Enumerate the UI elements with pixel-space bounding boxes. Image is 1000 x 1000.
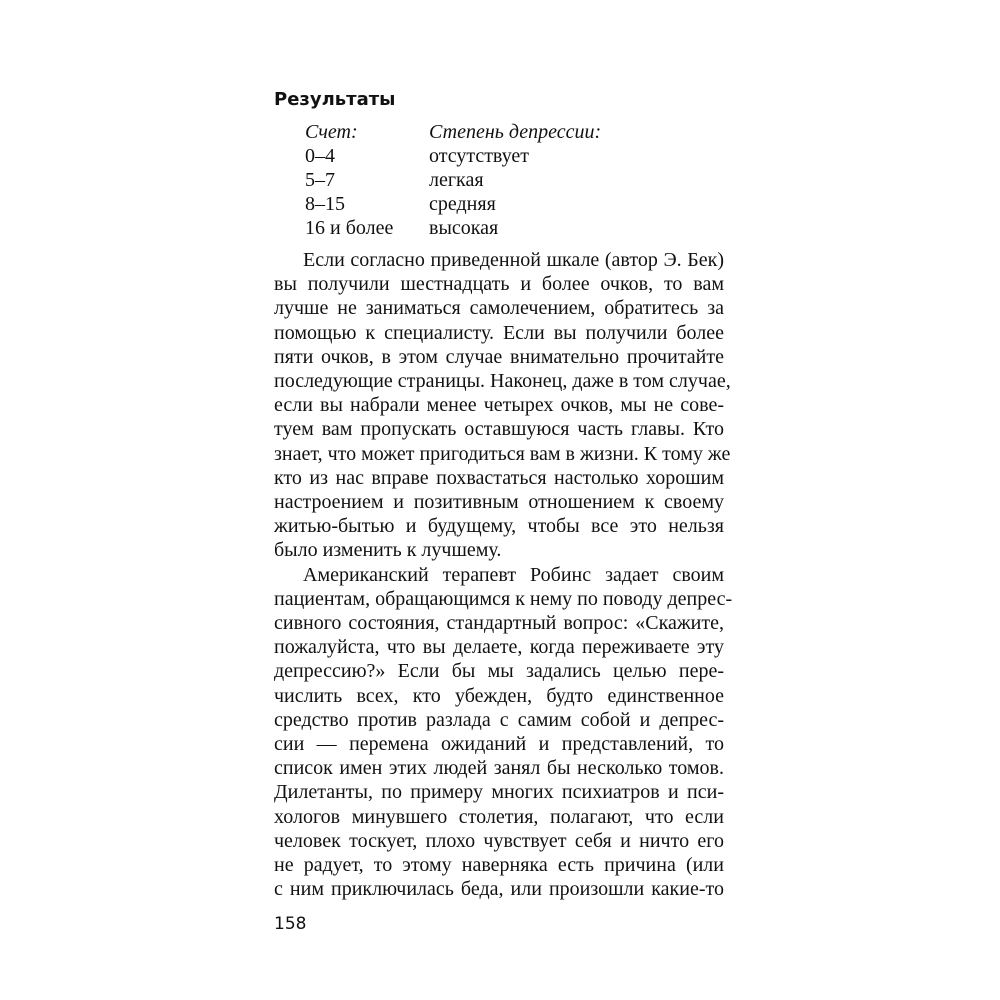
- score-table-row: [305, 216, 601, 240]
- score-table-header: [305, 120, 601, 144]
- text-line: Если согласно приведенной шкале (автор Э. Бек): [303, 249, 724, 271]
- page-number: 158: [274, 914, 307, 934]
- text-line: Дилетанты, по примеру многих психиатров и пси-: [274, 781, 724, 804]
- score-cell: 5–7: [305, 169, 335, 191]
- score-table: [305, 120, 601, 240]
- body-text: [274, 248, 733, 901]
- text-line: последующие страницы. Наконец, даже в том случае,: [274, 370, 731, 393]
- degree-cell: средняя: [429, 193, 496, 215]
- score-cell: 8–15: [305, 193, 345, 215]
- text-line: лучше не заниматься самолечением, обратитесь за: [274, 297, 724, 320]
- text-line: числить всех, кто убежден, будто единственное: [274, 684, 724, 707]
- text-line: если вы набрали менее четырех очков, мы не сове-: [274, 394, 724, 417]
- text-line: сии — перемена ожиданий и представлений, то: [274, 733, 724, 756]
- text-line: пяти очков, в этом случае внимательно прочитайте: [274, 345, 724, 368]
- paragraph-2: [274, 563, 733, 902]
- text-line: средство против разлада с самим собой и депрес-: [274, 708, 724, 731]
- score-table-row: [305, 168, 601, 192]
- score-cell: 0–4: [305, 145, 335, 167]
- text-line: кто из нас вправе похвастаться настолько хорошим: [274, 466, 724, 489]
- score-table-row: [305, 192, 601, 216]
- text-line: человек тоскует, плохо чувствует себя и ничто его: [274, 829, 724, 852]
- degree-cell: отсутствует: [429, 145, 530, 167]
- text-line: туем вам пропускать оставшуюся часть главы. Кто: [274, 418, 724, 441]
- text-line: настроением и позитивным отношением к своему: [274, 491, 724, 514]
- text-line: помощью к специалисту. Если вы получили более: [274, 321, 724, 344]
- text-line: Американский терапевт Робинс задает своим: [303, 563, 724, 586]
- text-line: знает, что может пригодиться вам в жизни. К тому же: [274, 442, 731, 465]
- text-line: пожалуйста, что вы делаете, когда переживаете эту: [274, 636, 724, 659]
- text-line: хологов минувшего столетия, полагают, что если: [274, 805, 724, 828]
- text-line: пациентам, обращающимся к нему по поводу депрес-: [274, 587, 733, 610]
- text-line: депрессию?» Если бы мы задались целью пере-: [274, 660, 724, 683]
- score-cell: 16 и более: [305, 217, 394, 239]
- degree-cell: высокая: [429, 217, 499, 239]
- paragraph-1: [274, 248, 731, 563]
- section-heading: Результаты: [274, 89, 396, 110]
- text-line: список имен этих людей занял бы несколько томов.: [274, 757, 724, 780]
- text-line: сивного состояния, стандартный вопрос: «Скажите,: [274, 612, 724, 635]
- text-line: не радует, то этому наверняка есть причина (или: [274, 854, 724, 877]
- degree-cell: легкая: [429, 169, 484, 191]
- score-column-header: Счет:: [305, 121, 358, 143]
- text-line: житью-бытью и будущему, чтобы все это нельзя: [274, 515, 724, 538]
- score-table-row: [305, 144, 601, 168]
- text-line: с ним приключилась беда, или произошли какие-то: [274, 878, 724, 901]
- degree-column-header: Степень депрессии:: [429, 121, 602, 143]
- text-line: вы получили шестнадцать и более очков, то вам: [274, 273, 724, 296]
- text-line: было изменить к лучшему.: [274, 539, 502, 562]
